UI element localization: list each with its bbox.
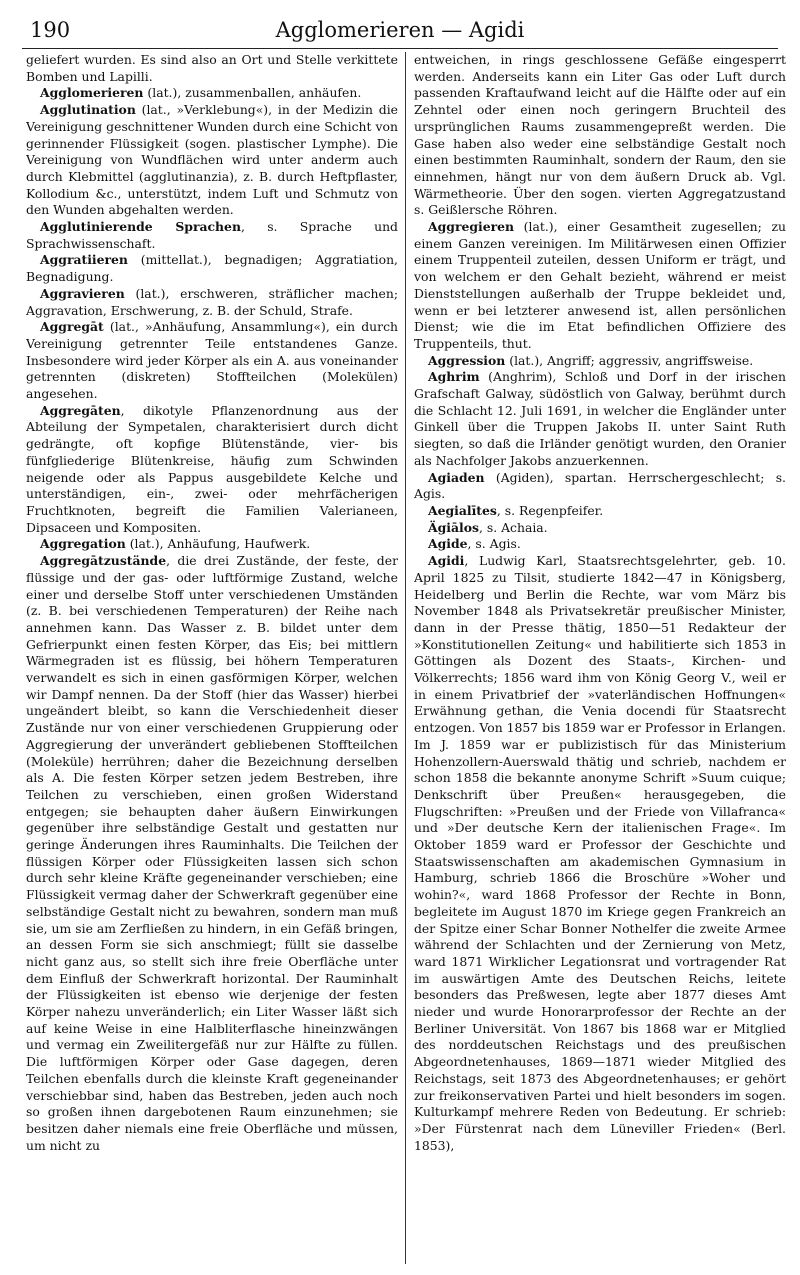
entry-headword: Agglomerieren xyxy=(40,85,144,101)
entry-headword: Aggregātzustände xyxy=(40,553,167,569)
dictionary-entry xyxy=(26,553,398,1154)
entry-text: , s. Sprache und Sprachwissenschaft. xyxy=(26,219,398,251)
entry-text: , s. Regenpfeifer. xyxy=(496,502,604,518)
dictionary-entry xyxy=(26,219,398,252)
entry-text: (lat.), einer Gesamtheit zugesellen; zu einem Ganzen vereinigen. Im Militärwesen einen Offizier einem Truppenteil zuteilen, dessen Uniform er trägt, und von welchem er den Gehalt bezieht, während er meist Dienststellungen außerhalb der Truppe bekleidet und, wenn er bei letzterer anwesend ist, allen persönlichen Dienst; wie die im Etat befindlichen Offiziere des Truppenteils, thut. xyxy=(414,219,786,351)
right-column xyxy=(414,52,786,1267)
entry-headword: Aegialītes xyxy=(428,502,497,518)
dictionary-entry xyxy=(26,52,398,85)
dictionary-entry xyxy=(414,553,786,1154)
entry-headword: Agglutination xyxy=(40,102,136,118)
dictionary-entry xyxy=(26,102,398,219)
dictionary-entry xyxy=(414,503,786,520)
dictionary-entry xyxy=(414,369,786,469)
dictionary-entry xyxy=(26,536,398,553)
entry-text: , s. Achaia. xyxy=(478,519,548,535)
entry-headword: Aggregāt xyxy=(40,319,104,335)
entry-text: (lat.), Anhäufung, Haufwerk. xyxy=(125,536,311,552)
dictionary-entry xyxy=(414,353,786,370)
entry-text: , Ludwig Karl, Staatsrechtsgelehrter, geb. 10. April 1825 zu Tilsit, studierte 1842—47 in Königsberg, Heidelberg und Berlin die Rechte, war vom März bis November 1848 als Privatsekretär preußischer Minister, dann in der Presse thätig, 1850—51 Redakteur der »Konstitutionellen Zeitung« und habilitierte sich 1853 in Göttingen als Dozent des Staats-, Kirchen- und Völkerrechts; 1856 ward ihm von König Georg V., weil er in einem Privatbrief der »vaterländischen Hoffnungen« Erwähnung gethan, die Venia docendi für Staatsrecht entzogen. Von 1857 bis 1859 war er Professor in Erlangen. Im J. 1859 war er publizistisch für das Ministerium Hohenzollern-Auerswald thätig und schrieb, nachdem er schon 1858 die bekannte anonyme Schrift »Suum cuique; Denkschrift über Preußen« herausgegeben, die Flugschriften: »Preußen und der Friede von Villafranca« und »Der deutsche Kern der italienischen Frage«. Im Oktober 1859 ward er Professor der Geschichte und Staatswissenschaften am akademischen Gymnasium in Hamburg, schrieb 1866 die Broschüre »Woher und wohin?«, ward 1868 Professor der Rechte in Bonn, begleitete im August 1870 im Kriege gegen Frankreich an der Spitze einer Schar Bonner Nothelfer die zweite Armee während der Schlachten und der Zernierung von Metz, ward 1871 Wirklicher Legationsrat und vortragender Rat im auswärtigen Amte des Deutschen Reichs, leitete besonders das Preßwesen, legte aber 1877 dieses Amt nieder und wurde Honorarprofessor der Rechte an der Berliner Universität. Von 1867 bis 1868 war er Mitglied des norddeutschen Reichstags und des preußischen Abgeordnetenhauses, 1869—1871 wieder Mitglied des Reichstags, seit 1873 des Abgeordnetenhauses; er gehört zur freikonservativen Partei und hielt besonders im sogen. Kulturkampf mehrere Reden von Bedeutung. Er schrieb: »Der Fürstenrat nach dem Lüneviller Frieden« (Berl. 1853), xyxy=(414,553,786,1153)
entry-headword: Aggregieren xyxy=(428,219,515,235)
dictionary-entry xyxy=(26,403,398,537)
entry-text: (Anghrim), Schloß und Dorf in der irischen Grafschaft Galway, südöstlich von Galway, berühmt durch die Schlacht 12. Juli 1691, in welcher die Engländer unter Ginkell über die Truppen Jakobs II. unter Saint Ruth siegten, so daß die Irländer genötigt wurden, den Oranier als Nachfolger Jakobs anzuerkennen. xyxy=(414,369,786,468)
entry-text: (mittellat.), begnadigen; Aggratiation, Begnadigung. xyxy=(26,252,398,285)
entry-text: (Agiden), spartan. Herrschergeschlecht; s. Agis. xyxy=(414,469,786,502)
column-divider xyxy=(405,52,406,1264)
entry-text: , dikotyle Pflanzenordnung aus der Abteilung der Sympetalen, charakterisiert durch dicht gedrängte, oft kopfige Blütenstände, vier- bis fünfgliederige Blütenkreise, häufig zum Schwinden neigende oder als Pappus ausgebildete Kelche und unterständigen, ein-, zwei- oder mehrfächerigen Fruchtknoten, begreift die Familien Valerianeen, Dipsaceen und Kompositen. xyxy=(26,402,398,535)
entry-text: , s. Agis. xyxy=(467,536,521,552)
entry-headword: Agidi xyxy=(428,553,465,569)
left-column xyxy=(26,52,398,1267)
entry-headword: Aggregation xyxy=(40,536,126,552)
entry-text: (lat., »Anhäufung, Ansammlung«), ein durch Vereinigung getrennter Teile entstandenes Ganze. Insbesondere wird jeder Körper als ein A. aus voneinander getrennten (diskreten) Stoffteilchen (Molekülen) angesehen. xyxy=(26,319,398,402)
dictionary-entry xyxy=(414,470,786,503)
running-title: Agglomerieren — Agidi xyxy=(275,18,525,42)
page-header xyxy=(22,18,778,49)
dictionary-entry xyxy=(414,520,786,537)
dictionary-entry xyxy=(26,252,398,285)
dictionary-entry xyxy=(414,219,786,353)
entry-text: , die drei Zustände, der feste, der flüssige und der gas- oder luftförmige Zustand, welche einer und derselbe Stoff unter verschiedenen Umständen (z. B. bei verschiedenen Temperaturen) der Reihe nach annehmen kann. Das Wasser z. B. bildet unter dem Gefrierpunkt einen festen Körper, das Eis; bei mittlern Wärmegraden ist es flüssig, bei höhern Temperaturen verwandelt es sich in einen gasförmigen Körper, welchen wir Dampf nennen. Da der Stoff (hier das Wasser) hierbei ungeändert bleibt, so kann die Verschiedenheit dieser Zustände nur von einer verschiedenen Gruppierung oder Aggregierung der unverändert gebliebenen Stoffteilchen (Moleküle) herrühren; daher die Bezeichnung derselben als A. Die festen Körper setzen jedem Bestreben, ihre Teilchen zu verschieben, einen großen Widerstand entgegen; sie behaupten daher äußern Einwirkungen gegenüber ihre selbständige Gestalt und gestatten nur geringe Änderungen ihres Rauminhalts. Die Teilchen der flüssigen Körper oder Flüssigkeiten lassen sich schon durch sehr kleine Kräfte gegeneinander verschieben; eine Flüssigkeit vermag daher der Schwerkraft gegenüber eine selbständige Gestalt nicht zu bewahren, sondern man muß sie, um sie am Zerfließen zu hindern, in ein Gefäß bringen, an dessen Form sie sich anschmiegt; füllt sie dasselbe nicht ganz aus, so stellt sich ihre freie Oberfläche unter dem Einfluß der Schwerkraft horizontal. Der Rauminhalt der Flüssigkeiten ist ebenso wie derjenige der festen Körper nahezu unveränderlich; ein Liter Wasser läßt sich auf keine Weise in eine Halbliterflasche hineinzwängen und vermag ein Zweilitergefäß nur zur Hälfte zu füllen. Die luftförmigen Körper oder Gase dagegen, deren Teilchen ebenfalls durch die kleinste Kraft gegeneinander verschiebbar sind, haben das Bestreben, jeden auch noch so großen ihnen dargebotenen Raum einzunehmen; sie besitzen daher niemals eine freie Oberfläche und müssen, um nicht zu xyxy=(26,553,398,1153)
page-number: 190 xyxy=(30,18,71,42)
dictionary-entry xyxy=(26,286,398,319)
dictionary-entry xyxy=(414,536,786,553)
entry-text: entweichen, in rings geschlossene Gefäße eingesperrt werden. Anderseits kann ein Liter Gas oder Luft durch passenden Kraftaufwand leicht auf die Hälfte oder auf ein Zehntel oder einen noch geringern Bruchteil des ursprünglichen Raums zusammengepreßt werden. Die Gase haben also weder eine selbständige Gestalt noch einen bestimmten Rauminhalt, sondern der Raum, den sie einnehmen, hängt nur von dem äußern Druck ab. Vgl. Wärmetheorie. Über den sogen. vierten Aggregatzustand s. Geißlersche Röhren. xyxy=(414,52,786,218)
entry-text: (lat., »Verklebung«), in der Medizin die Vereinigung geschnittener Wunden durch eine Schicht von gerinnender Flüssigkeit (sogen. plastischer Lymphe). Die Vereinigung von Wundflächen wird unter anderm auch durch Klebmittel (agglutinanzia), z. B. durch Heftpflaster, Kollodium &c., unterstützt, indem Luft und Schmutz von den Wunden abgehalten werden. xyxy=(26,102,398,218)
dictionary-entry xyxy=(26,319,398,403)
entry-headword: Agglutinierende Sprachen xyxy=(40,219,241,235)
entry-headword: Aggregāten xyxy=(40,402,121,418)
dictionary-entry xyxy=(414,52,786,219)
entry-text: geliefert wurden. Es sind also an Ort und Stelle verkittete Bomben und Lapilli. xyxy=(26,52,398,84)
entry-headword: Agiaden xyxy=(428,469,485,485)
entry-text: (lat.), zusammenballen, anhäufen. xyxy=(143,85,362,101)
entry-text: (lat.), erschweren, sträflicher machen; Aggravation, Erschwerung, z. B. der Schuld, Strafe. xyxy=(26,285,398,318)
entry-headword: Aggravieren xyxy=(40,285,125,301)
entry-headword: Agide xyxy=(428,536,468,552)
entry-headword: Ägiālos xyxy=(428,519,479,535)
entry-headword: Aggression xyxy=(428,352,506,368)
entry-headword: Aggratiieren xyxy=(40,252,128,268)
entry-text: (lat.), Angriff; aggressiv, angriffsweise. xyxy=(505,352,754,368)
entry-headword: Aghrim xyxy=(428,369,480,385)
dictionary-entry xyxy=(26,85,398,102)
